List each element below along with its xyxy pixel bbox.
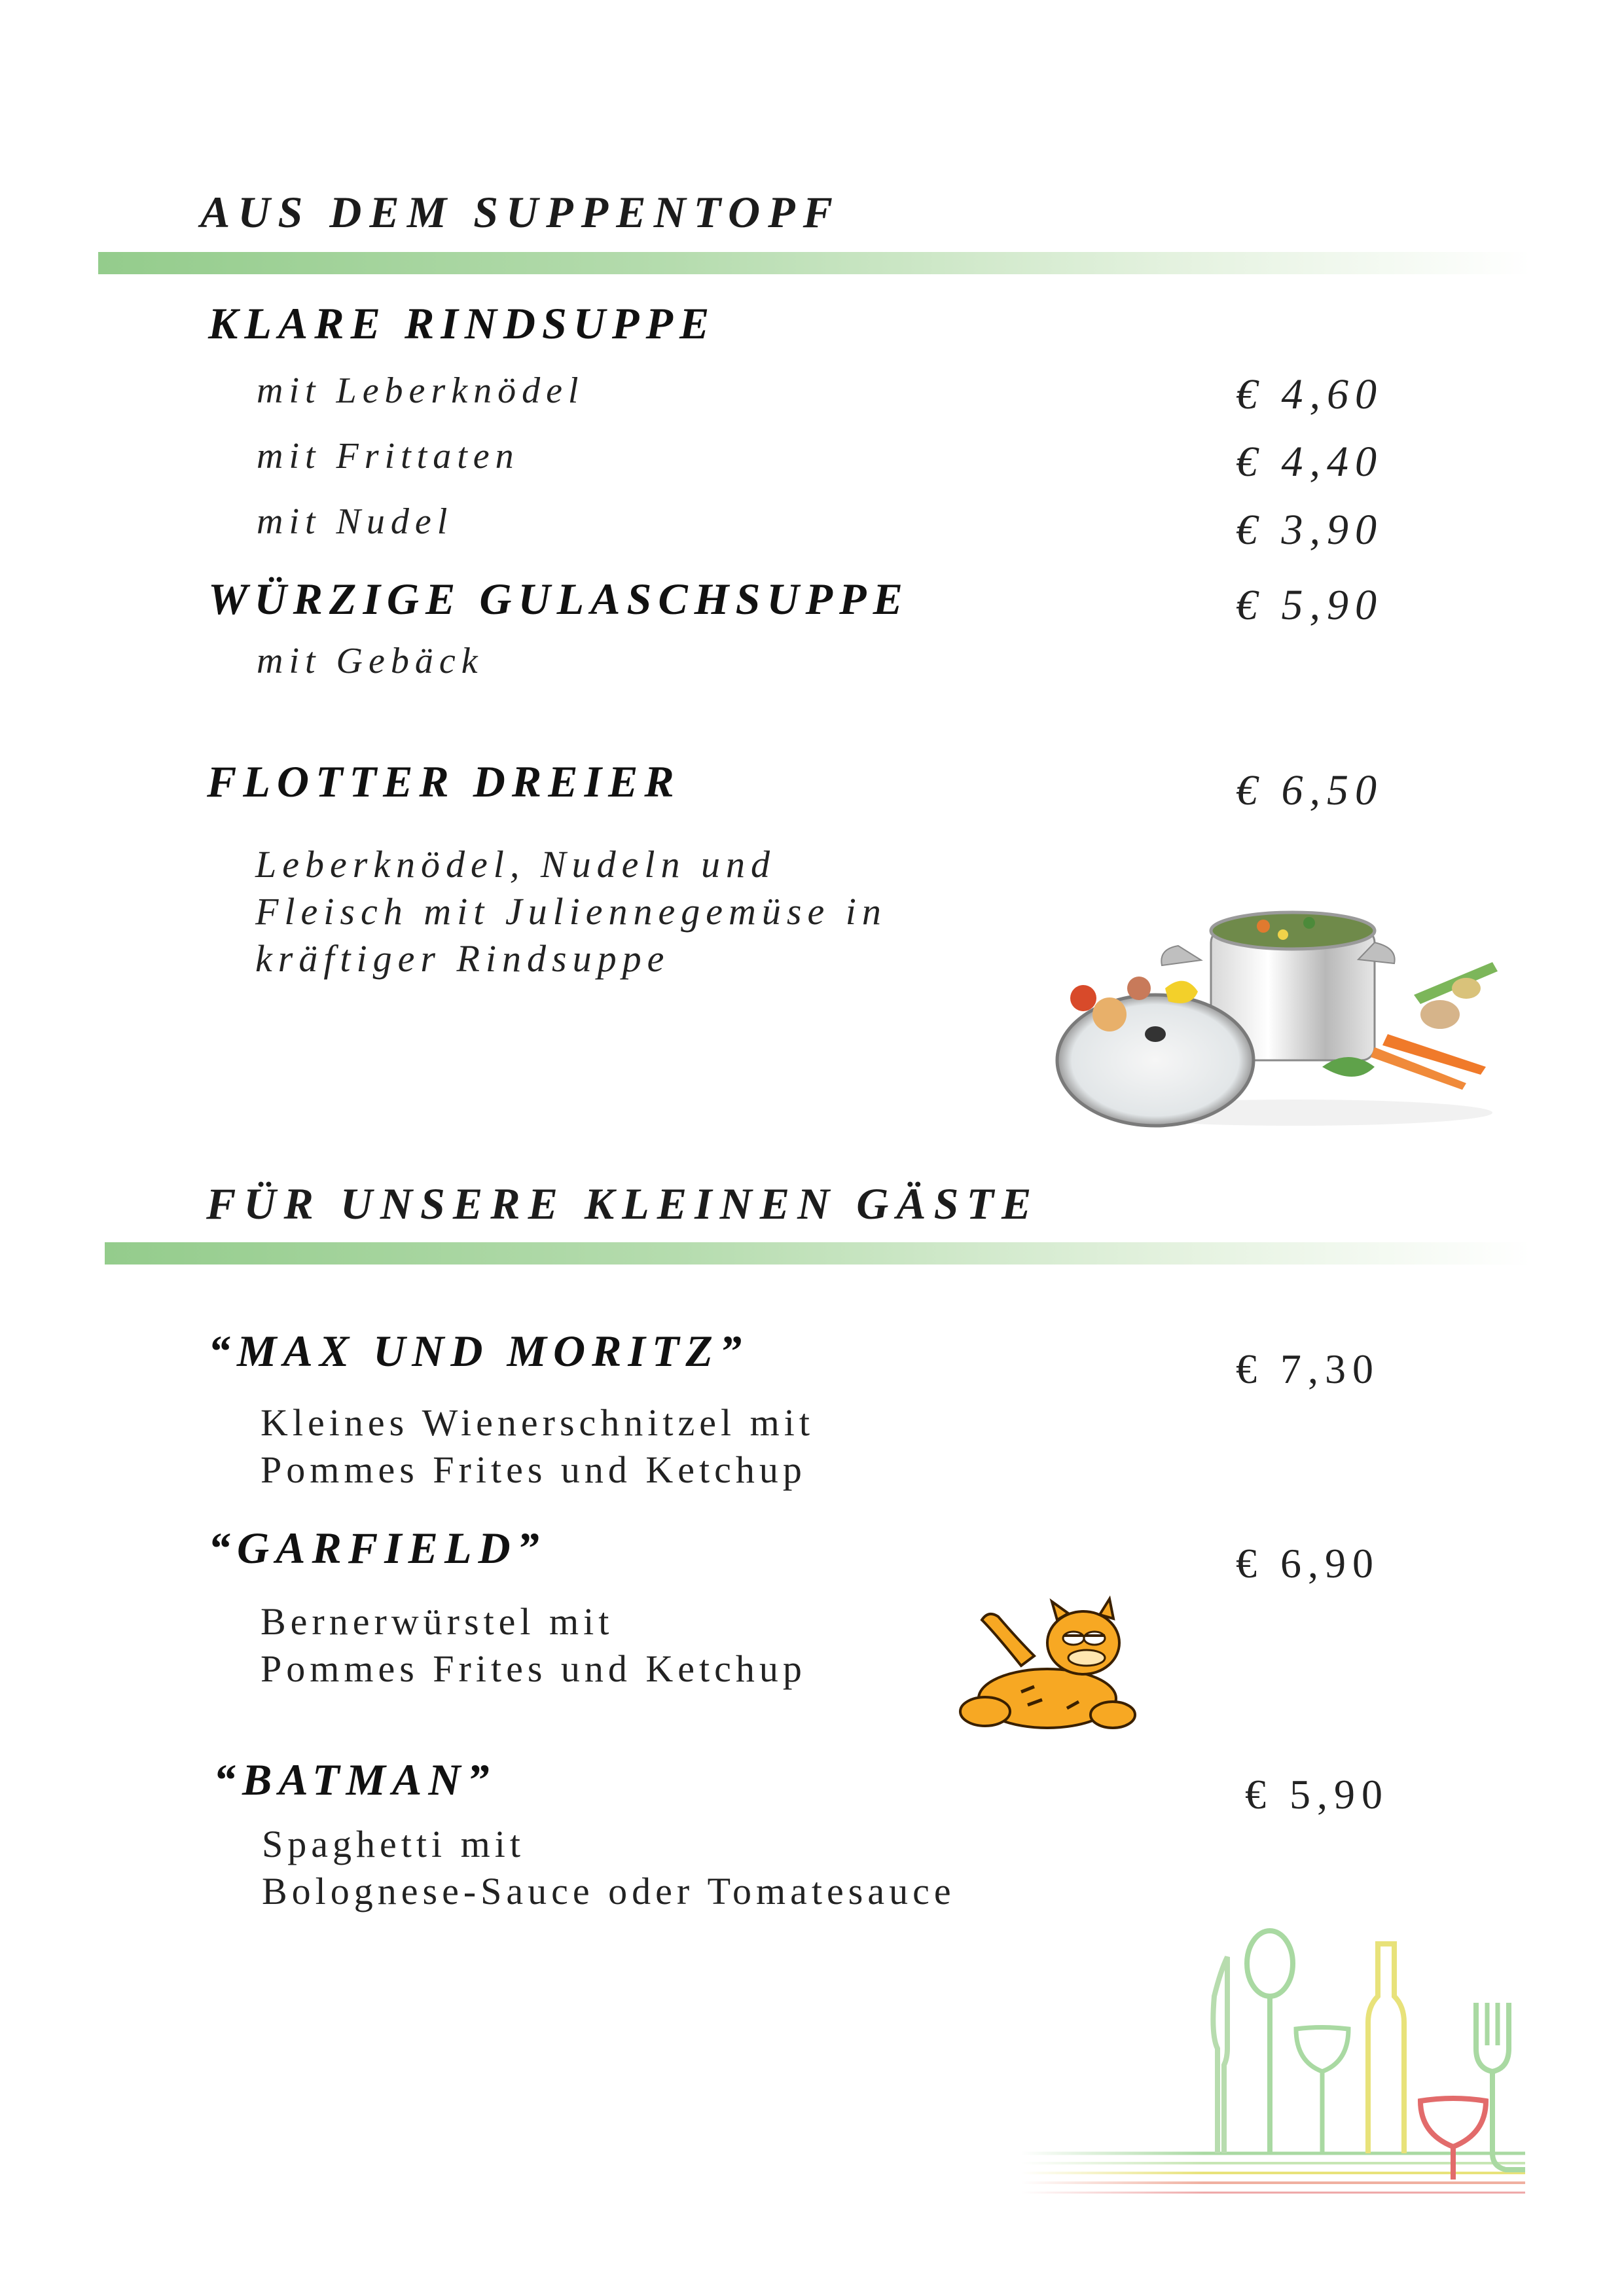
description-line: Bernerwürstel mit bbox=[261, 1600, 614, 1643]
dish-title-garfield: “GARFIELD” bbox=[208, 1523, 546, 1573]
variant-label-frittaten: mit Frittaten bbox=[257, 436, 520, 476]
dish-description-batman bbox=[262, 1821, 956, 1915]
dish-title-gulaschsuppe: WÜRZIGE GULASCHSUPPE bbox=[208, 574, 909, 624]
description-line: Pommes Frites und Ketchup bbox=[261, 1448, 806, 1491]
price-leberknoedel: € 4,60 bbox=[1236, 370, 1383, 418]
description-line: kräftiger Rindsuppe bbox=[255, 937, 670, 980]
cutlery-decoration-image bbox=[1021, 1918, 1545, 2212]
price-batman: € 5,90 bbox=[1245, 1771, 1389, 1818]
variant-label-leberknoedel: mit Leberknödel bbox=[257, 370, 585, 411]
dish-title-flotter-dreier: FLOTTER DREIER bbox=[207, 757, 681, 806]
section-title-kleine-gaeste: FÜR UNSERE KLEINEN GÄSTE bbox=[206, 1179, 1039, 1229]
price-garfield: € 6,90 bbox=[1236, 1540, 1380, 1587]
dish-description-gulaschsuppe: mit Gebäck bbox=[257, 641, 484, 681]
description-line: Bolognese-Sauce oder Tomatesauce bbox=[262, 1870, 956, 1912]
price-nudel: € 3,90 bbox=[1236, 506, 1383, 554]
section-divider-bar bbox=[105, 1242, 1532, 1265]
soup-pot-image bbox=[1047, 884, 1506, 1132]
price-flotter-dreier: € 6,50 bbox=[1236, 766, 1383, 814]
description-line: Spaghetti mit bbox=[262, 1823, 525, 1865]
price-max-und-moritz: € 7,30 bbox=[1236, 1346, 1380, 1392]
description-line: Leberknödel, Nudeln und bbox=[255, 843, 776, 886]
garfield-image bbox=[949, 1587, 1146, 1738]
price-gulaschsuppe: € 5,90 bbox=[1236, 581, 1383, 629]
dish-description-garfield bbox=[261, 1598, 806, 1693]
variant-label-nudel: mit Nudel bbox=[257, 501, 454, 542]
description-line: Fleisch mit Juliennegemüse in bbox=[255, 890, 887, 933]
section-title-suppentopf: AUS DEM SUPPENTOPF bbox=[200, 187, 840, 237]
dish-description-flotter-dreier bbox=[255, 841, 887, 982]
price-frittaten: € 4,40 bbox=[1236, 438, 1383, 486]
dish-description-max-und-moritz bbox=[261, 1399, 814, 1494]
description-line: Kleines Wienerschnitzel mit bbox=[261, 1401, 814, 1444]
dish-title-max-und-moritz: “MAX UND MORITZ” bbox=[208, 1326, 748, 1376]
dish-title-batman: “BATMAN” bbox=[213, 1755, 496, 1804]
section-divider-bar bbox=[98, 252, 1532, 274]
description-line: Pommes Frites und Ketchup bbox=[261, 1647, 806, 1690]
dish-title-klare-rindsuppe: KLARE RINDSUPPE bbox=[208, 298, 716, 348]
